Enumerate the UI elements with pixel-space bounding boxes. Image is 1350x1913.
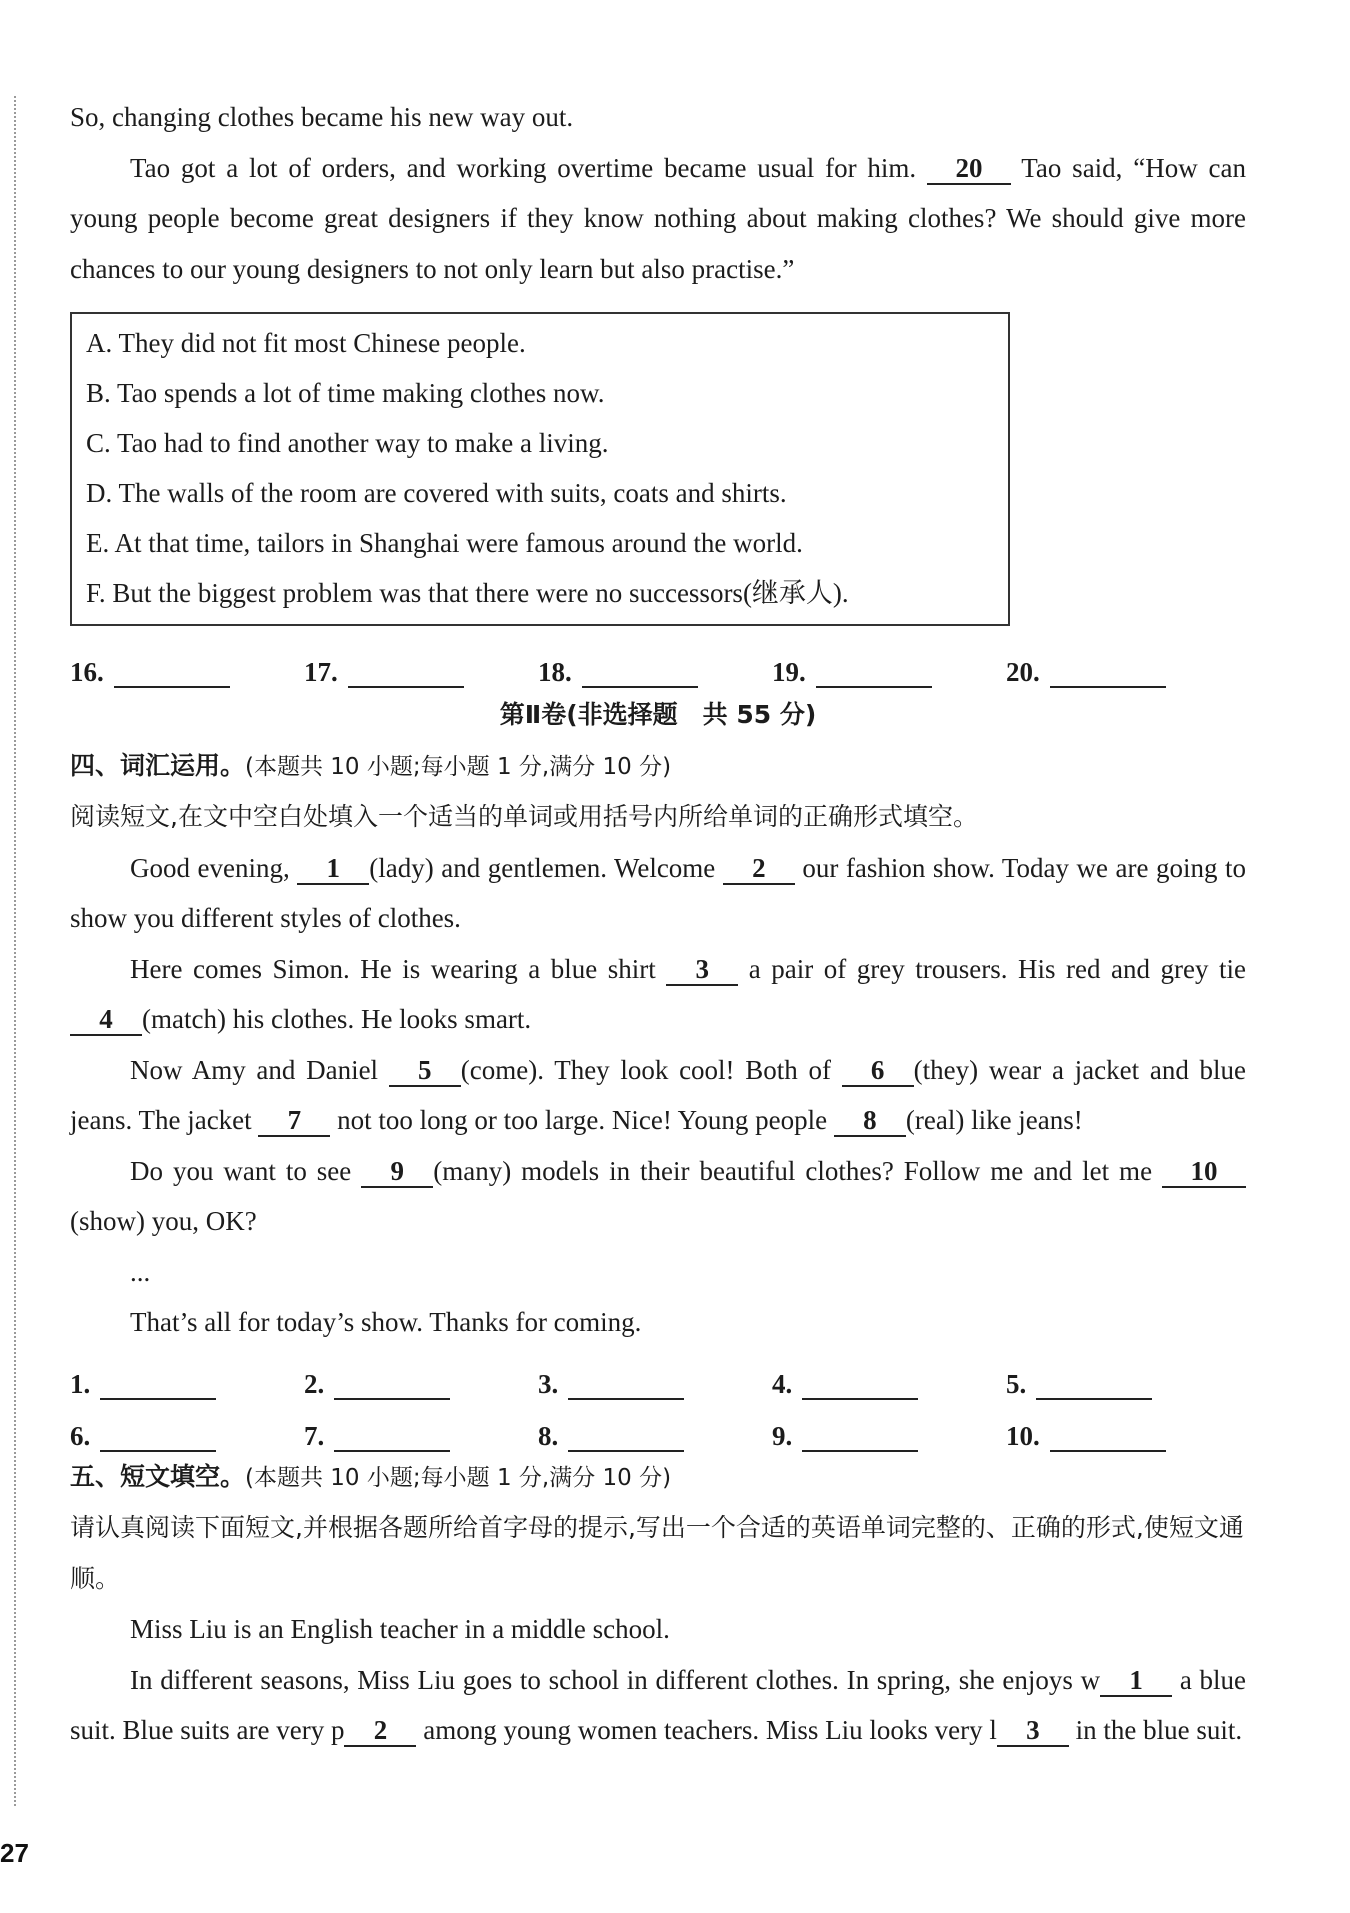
passage-text: our fashion show. Today we are going to show you different styles of clothes. — [70, 852, 1247, 933]
answer-line[interactable] — [816, 656, 932, 688]
page-number: 27 — [0, 1838, 29, 1868]
answer-slot[interactable] — [772, 1368, 1006, 1400]
passage-text: Here comes Simon. He is wearing a blue shirt — [130, 953, 656, 984]
section-4-note: (本题共 10 小题;每小题 1 分,满分 10 分) — [245, 753, 672, 780]
options-box — [70, 312, 1010, 626]
section-5-title: 五、短文填空。 — [70, 1461, 246, 1491]
answer-number: 2. — [304, 1368, 325, 1399]
blank-2[interactable]: 2 — [344, 1715, 416, 1747]
blank-1[interactable]: 1 — [1100, 1665, 1172, 1697]
answer-slot[interactable] — [538, 656, 772, 688]
passage-text: (they) wear a jacket and blue jeans. The jacket — [70, 1054, 1247, 1135]
passage-text: (match) his clothes. He looks smart. — [142, 1004, 532, 1034]
answer-row-16-20 — [70, 636, 1246, 688]
blank-3[interactable]: 3 — [666, 954, 738, 986]
passage-text: Do you want to see — [130, 1155, 352, 1186]
blank-8[interactable]: 8 — [834, 1105, 906, 1137]
part-2-title: 第Ⅱ卷(非选择题 共 55 分) — [499, 700, 817, 729]
answer-slot[interactable] — [1006, 1368, 1240, 1400]
answer-line[interactable] — [568, 1420, 684, 1452]
blank-7[interactable]: 7 — [258, 1105, 330, 1137]
section-4-paragraph-5: That’s all for today’s show. Thanks for coming. — [130, 1307, 642, 1337]
option-c: C. Tao had to find another way to make a living. — [86, 428, 609, 458]
answer-line[interactable] — [1050, 1420, 1166, 1452]
answer-line[interactable] — [100, 1368, 216, 1400]
reading-paragraph-2 — [70, 143, 1246, 295]
section-4-paragraph-2 — [70, 944, 1246, 1045]
answer-slot[interactable] — [1006, 1420, 1240, 1452]
passage-text: a blue suit. Blue suits are very p — [70, 1664, 1246, 1745]
answer-row-1-5 — [70, 1348, 1246, 1400]
section-4-instruction: 阅读短文,在文中空白处填入一个适当的单词或用括号内所给单词的正确形式填空。 — [70, 802, 978, 831]
blank-3[interactable]: 3 — [997, 1715, 1069, 1747]
passage-text: a pair of grey trousers. His red and grey tie — [748, 953, 1247, 984]
answer-number: 8. — [538, 1420, 559, 1451]
answer-slot[interactable] — [70, 1368, 304, 1400]
answer-line[interactable] — [802, 1420, 918, 1452]
answer-line[interactable] — [348, 656, 464, 688]
answer-line[interactable] — [582, 656, 698, 688]
option-a: A. They did not fit most Chinese people. — [86, 328, 526, 358]
section-4-paragraph-3 — [70, 1045, 1246, 1146]
answer-slot[interactable] — [538, 1368, 772, 1400]
answer-number: 7. — [304, 1420, 325, 1451]
answer-slot[interactable] — [304, 1368, 538, 1400]
answer-number: 5. — [1006, 1368, 1027, 1399]
section-5-heading — [70, 1452, 1246, 1504]
option-b: B. Tao spends a lot of time making clothes now. — [86, 378, 605, 408]
passage-text: in the blue suit. — [1075, 1715, 1243, 1745]
blank-1[interactable]: 1 — [297, 853, 369, 885]
blank-2[interactable]: 2 — [723, 853, 795, 885]
option-d: D. The walls of the room are covered with suits, coats and shirts. — [86, 478, 787, 508]
section-5-paragraph-2 — [70, 1655, 1246, 1756]
answer-number: 19. — [772, 657, 806, 687]
section-4-heading — [70, 741, 1246, 793]
page-content — [70, 92, 1246, 1756]
answer-number: 18. — [538, 657, 572, 687]
passage-text: (lady) and gentlemen. Welcome — [369, 852, 716, 883]
answer-number: 9. — [772, 1420, 793, 1451]
passage-text: (come). They look cool! Both of — [460, 1054, 831, 1085]
section-4-title: 四、词汇运用。 — [70, 750, 246, 780]
passage-text: among young women teachers. Miss Liu looks very l — [423, 1715, 997, 1745]
reading-text: Tao got a lot of orders, and working overtime became usual for him. — [130, 152, 917, 183]
answer-slot[interactable] — [70, 656, 304, 688]
answer-slot[interactable] — [70, 1420, 304, 1452]
passage-text: Now Amy and Daniel — [130, 1054, 379, 1085]
answer-line[interactable] — [1050, 656, 1166, 688]
answer-number: 4. — [772, 1368, 793, 1399]
answer-line[interactable] — [114, 656, 230, 688]
answer-slot[interactable] — [304, 1420, 538, 1452]
answer-number: 1. — [70, 1368, 91, 1399]
section-4-ellipsis: ... — [130, 1256, 151, 1287]
option-f: F. But the biggest problem was that there were no successors(继承人). — [86, 578, 849, 608]
answer-slot[interactable] — [304, 656, 538, 688]
answer-slot[interactable] — [1006, 656, 1240, 688]
option-e: E. At that time, tailors in Shanghai were famous around the world. — [86, 528, 803, 558]
answer-slot[interactable] — [772, 1420, 1006, 1452]
blank-20[interactable]: 20 — [927, 153, 1011, 185]
answer-number: 6. — [70, 1420, 91, 1451]
answer-number: 17. — [304, 657, 338, 687]
passage-text: (real) like jeans! — [905, 1105, 1083, 1135]
section-4-paragraph-1 — [70, 843, 1246, 944]
blank-9[interactable]: 9 — [361, 1156, 433, 1188]
blank-6[interactable]: 6 — [842, 1055, 914, 1087]
section-5-instruction: 请认真阅读下面短文,并根据各题所给首字母的提示,写出一个合适的英语单词完整的、正确的形式,使短文通顺。 — [70, 1513, 1244, 1593]
section-5-paragraph-1: Miss Liu is an English teacher in a middle school. — [130, 1614, 670, 1644]
answer-line[interactable] — [100, 1420, 216, 1452]
blank-4[interactable]: 4 — [70, 1004, 142, 1036]
binding-margin-line — [14, 96, 16, 1806]
answer-number: 20. — [1006, 657, 1040, 687]
answer-number: 3. — [538, 1368, 559, 1399]
answer-line[interactable] — [568, 1368, 684, 1400]
blank-5[interactable]: 5 — [389, 1055, 461, 1087]
section-5-note: (本题共 10 小题;每小题 1 分,满分 10 分) — [245, 1464, 672, 1491]
answer-line[interactable] — [334, 1420, 450, 1452]
answer-number: 10. — [1006, 1420, 1040, 1451]
answer-line[interactable] — [1036, 1368, 1152, 1400]
answer-line[interactable] — [802, 1368, 918, 1400]
answer-slot[interactable] — [772, 656, 1006, 688]
answer-line[interactable] — [334, 1368, 450, 1400]
section-4-paragraph-4 — [70, 1146, 1246, 1247]
answer-row-6-10 — [70, 1400, 1246, 1452]
answer-slot[interactable] — [538, 1420, 772, 1452]
passage-text: not too long or too large. Nice! Young people — [337, 1105, 828, 1135]
reading-text: Tao said, “How can young people become great designers if they know nothing about making clothes? We should give more chances to our young designers to not only learn but also practise.” — [70, 152, 1246, 284]
reading-paragraph-1: So, changing clothes became his new way out. — [70, 102, 574, 132]
answer-number: 16. — [70, 657, 104, 687]
passage-text: In different seasons, Miss Liu goes to school in different clothes. In spring, she enjoys w — [130, 1664, 1101, 1695]
passage-text: Good evening, — [130, 852, 290, 883]
blank-10[interactable]: 10 — [1162, 1156, 1246, 1188]
passage-text: (show) you, OK? — [70, 1206, 257, 1236]
passage-text: (many) models in their beautiful clothes? Follow me and let me — [433, 1155, 1153, 1186]
